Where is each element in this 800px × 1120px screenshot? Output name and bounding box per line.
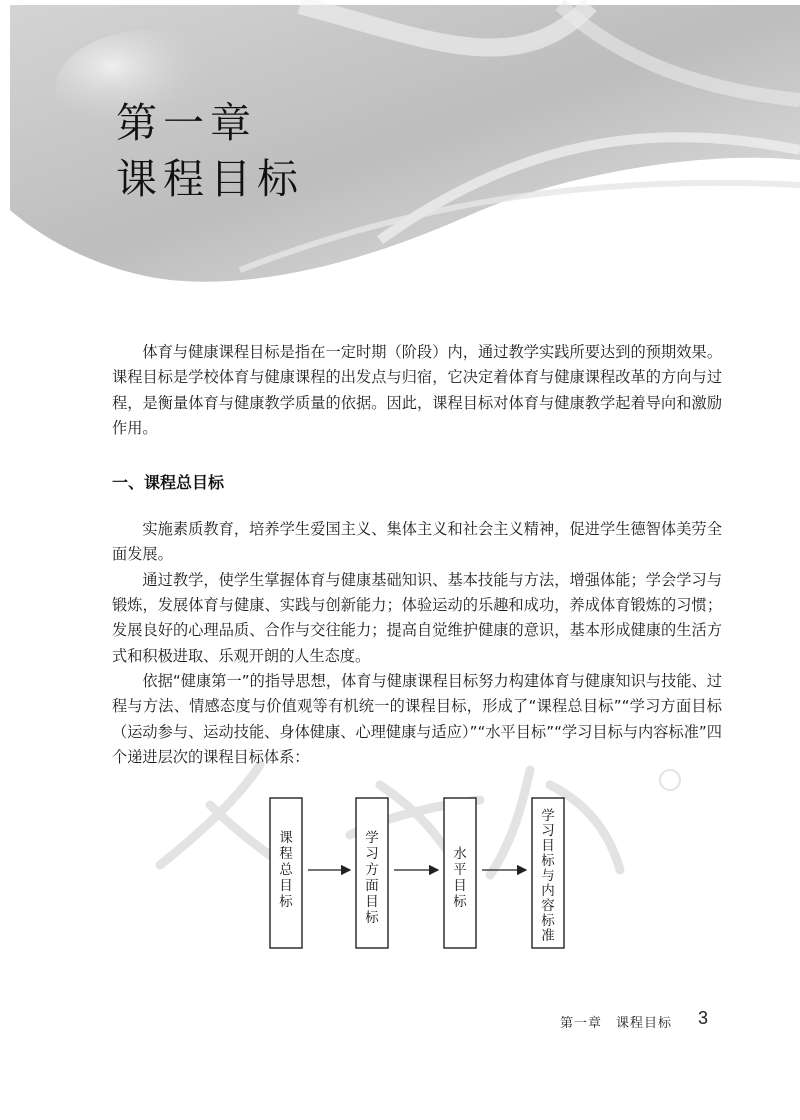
body-paragraph: 通过教学，使学生掌握体育与健康基础知识、基本技能与方法，增强体能；学会学习与锻炼，发展体育与健康、实践与创新能力；体验运动的乐趣和成功，养成体育锻炼的习惯；发展良好的心理品质、合作与交往能力；提高自觉维护健康的意识，基本形成健康的生活方式和积极进取、乐观开朗的人生态度。 — [112, 570, 722, 665]
diagram-char: 学 — [541, 808, 555, 824]
diagram-char: 标 — [365, 910, 379, 926]
goal-hierarchy-diagram — [260, 790, 590, 960]
main-content — [112, 340, 722, 770]
diagram-char: 标 — [541, 853, 555, 869]
page-footer — [560, 1006, 740, 1036]
running-title: 第一章 课程目标 — [560, 1016, 673, 1031]
diagram-box-label — [541, 808, 555, 944]
diagram-char: 总 — [279, 862, 293, 878]
diagram-char: 目 — [453, 878, 467, 894]
diagram-char: 标 — [453, 894, 467, 910]
diagram-char: 内 — [541, 883, 555, 899]
chapter-title — [116, 95, 304, 207]
diagram-char: 目 — [365, 894, 379, 910]
diagram-char: 面 — [365, 878, 379, 894]
diagram-box-label — [365, 830, 379, 926]
section-heading: 一、课程总目标 — [112, 473, 225, 493]
diagram-char: 准 — [541, 928, 555, 944]
diagram-char: 与 — [541, 868, 555, 884]
diagram-char: 方 — [365, 862, 379, 878]
body-paragraph: 依据“健康第一”的指导思想，体育与健康课程目标努力构建体育与健康知识与技能、过程与方法、情感态度与价值观等有机统一的课程目标，形成了“课程总目标”“学习方面目标（运动参与、运动技能、身体健康、心理健康与适应）”“水平目标”“学习目标与内容标准”四个递进层次的课程目标体系： — [112, 671, 722, 766]
diagram-char: 水 — [453, 846, 467, 862]
diagram-char: 习 — [541, 823, 555, 839]
diagram-char: 课 — [279, 830, 293, 846]
intro-paragraph: 体育与健康课程目标是指在一定时期（阶段）内，通过教学实践所要达到的预期效果。课程目标是学校体育与健康课程的出发点与归宿，它决定着体育与健康课程改革的方向与过程，是衡量体育与健康教学质量的依据。因此，课程目标对体育与健康教学起着导向和激励作用。 — [112, 343, 722, 437]
diagram-char: 目 — [279, 878, 293, 894]
page-number: 3 — [698, 1008, 709, 1028]
diagram-char: 平 — [453, 862, 467, 878]
diagram-char: 学 — [365, 830, 379, 846]
diagram-char: 容 — [541, 898, 555, 914]
chapter-number: 第一章 — [116, 99, 257, 147]
diagram-char: 目 — [541, 838, 555, 854]
body-paragraph: 实施素质教育，培养学生爱国主义、集体主义和社会主义精神，促进学生德智体美劳全面发展。 — [112, 520, 722, 564]
chapter-name: 课程目标 — [116, 155, 304, 203]
diagram-char: 习 — [365, 846, 379, 862]
diagram-box-label — [279, 830, 293, 910]
diagram-box-label — [453, 845, 467, 910]
diagram-char: 标 — [541, 913, 555, 929]
diagram-char: 标 — [279, 894, 293, 910]
diagram-char: 程 — [279, 846, 293, 862]
